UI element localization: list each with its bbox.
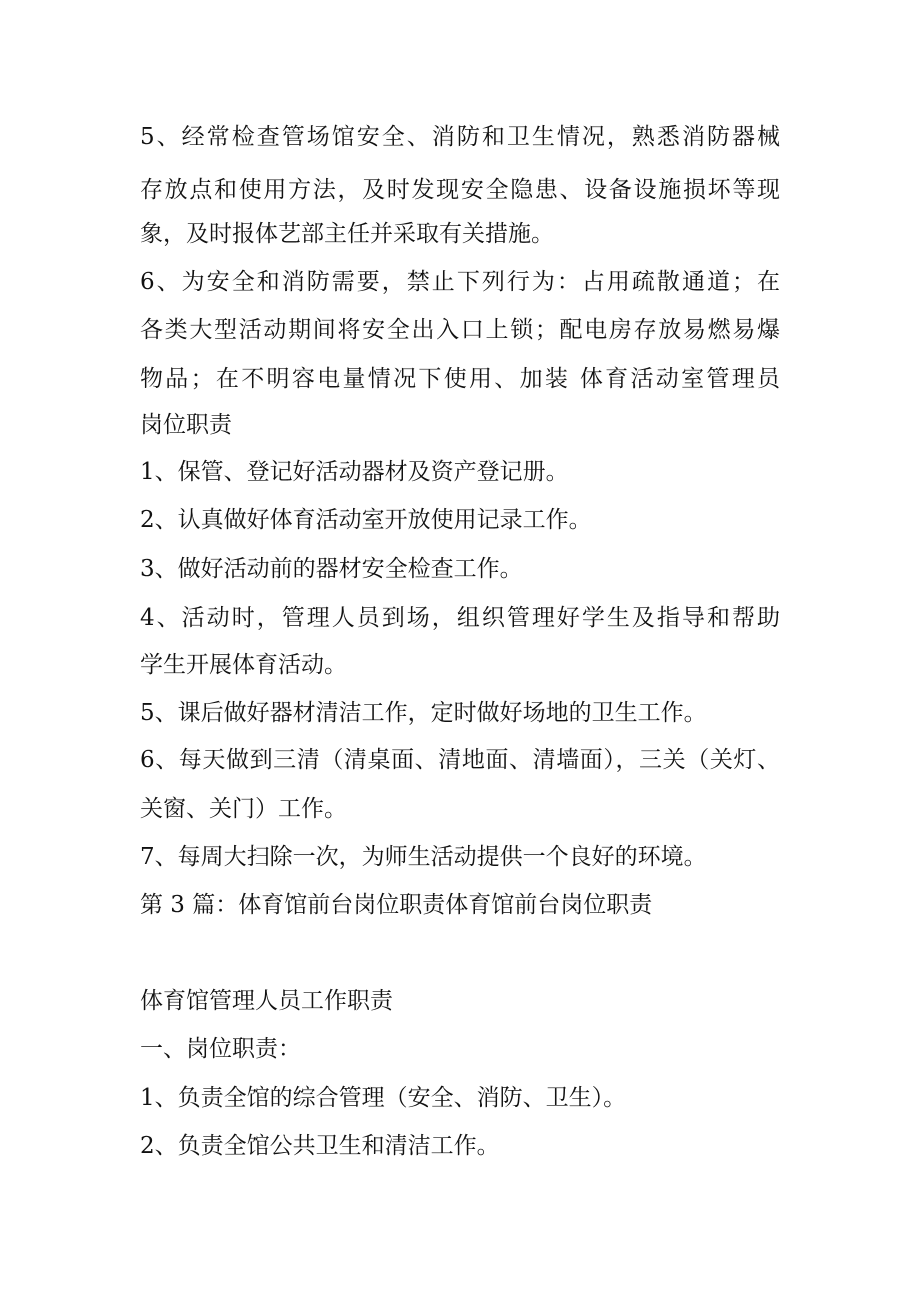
paragraph-line: 2、认真做好体育活动室开放使用记录工作。 [140,507,592,533]
paragraph-line: 1、保管、登记好活动器材及资产登记册。 [140,459,569,485]
paragraph-line: 岗位职责 [140,412,232,438]
paragraph-line: 7、每周大扫除一次，为师生活动提供一个良好的环境。 [140,844,707,870]
paragraph-line: 一、岗位职责： [140,1036,301,1062]
section-title: 体育馆管理人员工作职责 [140,988,393,1014]
paragraph-line: 3、做好活动前的器材安全检查工作。 [140,556,523,582]
paragraph-line: 各类大型活动期间将安全出入口上锁；配电房存放易燃易爆 [140,317,780,343]
paragraph-line: 存放点和使用方法，及时发现安全隐患、设备设施损坏等现 [140,177,780,203]
paragraph-line: 6、每天做到三清（清桌面、清地面、清墙面），三关（关灯、 [140,747,780,773]
paragraph-line: 5、课后做好器材清洁工作，定时做好场地的卫生工作。 [140,700,707,726]
paragraph-line: 4、活动时，管理人员到场，组织管理好学生及指导和帮助 [140,605,780,631]
paragraph-line: 1、负责全馆的综合管理（安全、消防、卫生）。 [140,1085,627,1111]
paragraph-line: 关窗、关门）工作。 [140,796,347,822]
paragraph-line: 学生开展体育活动。 [140,652,347,678]
section-heading: 第 3 篇：体育馆前台岗位职责体育馆前台岗位职责 [140,892,653,918]
paragraph-line: 6、为安全和消防需要，禁止下列行为：占用疏散通道；在 [140,269,780,295]
paragraph-line: 2、负责全馆公共卫生和清洁工作。 [140,1133,500,1159]
paragraph-line: 5、经常检查管场馆安全、消防和卫生情况，熟悉消防器械 [140,124,780,150]
paragraph-line: 物品；在不明容电量情况下使用、加装 体育活动室管理员 [140,366,780,392]
paragraph-line: 象，及时报体艺部主任并采取有关措施。 [140,221,554,247]
